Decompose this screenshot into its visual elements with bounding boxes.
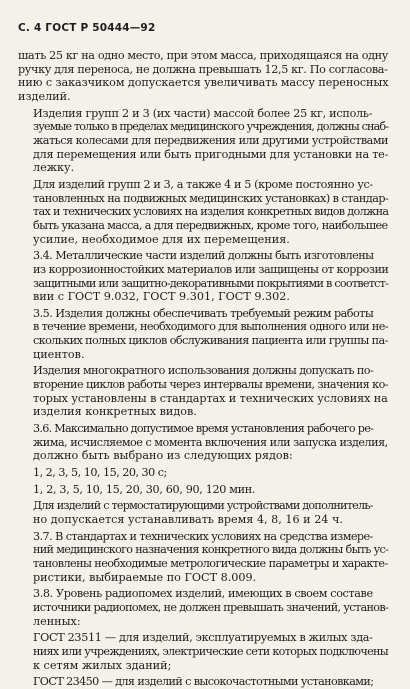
- text-line: тановленных на подвижных медицинских установках) в стандар-: [33, 191, 389, 205]
- text-line: быть указана масса, а для передвижных, кроме того, наибольшее: [33, 218, 388, 232]
- text-line: вторение циклов работы через интервалы времени, значения ко-: [33, 378, 388, 392]
- paragraph: [18, 422, 388, 463]
- text-line: 3.6. Максимально допустимое время установления рабочего ре-: [33, 422, 374, 436]
- text-line: в течение времени, необходимого для выполнения одного или не-: [33, 320, 388, 334]
- page-header: С. 4 ГОСТ Р 50444—92: [18, 22, 156, 34]
- text-line: Изделия групп 2 и 3 (их части) массой более 25 кг, исполь-: [33, 106, 373, 120]
- text-line: жаться колесами для передвижения или другими устройствами: [33, 133, 388, 147]
- text-line: ГОСТ 23450 — для изделий с высокочастотными установками;: [33, 675, 374, 689]
- text-line: торых установлены в стандартах и технических условиях на: [33, 391, 388, 405]
- text-line: нию с заказчиком допускается увеличивать массу переносных: [18, 76, 389, 90]
- text-line: ручку для переноса, не должна превышать 12,5 кг. По согласова-: [18, 62, 388, 76]
- text-line: тановлены необходимые метрологические параметры и характе-: [33, 556, 388, 570]
- paragraph: [18, 631, 388, 672]
- text-line: изделия конкретных видов.: [33, 405, 197, 419]
- document-body: [18, 49, 388, 689]
- text-line: но допускается устанавливать время 4, 8, 16 и 24 ч.: [33, 513, 343, 526]
- text-line: из коррозионностойких материалов или защищены от коррозии: [33, 262, 389, 276]
- text-line: Для изделий с термостатирующими устройствами дополнитель-: [33, 499, 373, 513]
- paragraph: [18, 530, 388, 585]
- paragraph: [18, 466, 388, 480]
- paragraph: [18, 107, 388, 175]
- paragraph: [18, 178, 388, 246]
- text-line: жима, исчисляемое с момента включения или запуска изделия,: [33, 435, 388, 449]
- text-line: ний медицинского назначения конкретного вида должны быть ус-: [33, 543, 389, 557]
- text-line: Для изделий групп 2 и 3, а также 4 и 5 (кроме постоянно ус-: [33, 177, 373, 191]
- text-line: циентов.: [33, 347, 85, 361]
- text-line: для перемещения или быть пригодными для установки на те-: [33, 147, 389, 161]
- text-line: ленных:: [33, 614, 81, 628]
- text-line: ристики, выбираемые по ГОСТ 8.009.: [33, 570, 257, 584]
- text-line: усилие, необходимое для их перемещения.: [33, 232, 290, 246]
- text-line: 1, 2, 3, 5, 10, 15, 20, 30 с;: [33, 466, 167, 480]
- paragraph: [18, 49, 388, 104]
- text-line: вии с ГОСТ 9.032, ГОСТ 9.301, ГОСТ 9.302.: [33, 290, 290, 304]
- paragraph: [18, 364, 388, 419]
- text-line: 1, 2, 3, 5, 10, 15, 20, 30, 60, 90, 120 мин.: [33, 482, 256, 496]
- text-line: защитными или защитно-декоративными покрытиями в соответст-: [33, 276, 389, 290]
- text-line: 3.7. В стандартах и технических условиях на средства измере-: [33, 529, 373, 543]
- text-line: 3.5. Изделия должны обеспечивать требуемый режим работы: [33, 306, 374, 320]
- paragraph: [18, 675, 388, 689]
- text-line: тах и технических условиях на изделия конкретных видов должна: [33, 205, 389, 219]
- text-line: к сетям жилых зданий;: [33, 658, 172, 672]
- text-line: 3.8. Уровень радиопомех изделий, имеющих в своем составе: [33, 587, 373, 601]
- text-line: скольких полных циклов обслуживания пациента или группы па-: [33, 334, 388, 348]
- text-line: источники радиопомех, не должен превышать значений, установ-: [33, 600, 389, 614]
- text-line: должно быть выбрано из следующих рядов:: [33, 449, 293, 463]
- text-line: лежку.: [33, 161, 75, 175]
- paragraph: [18, 307, 388, 362]
- text-line: зуемые только в пределах медицинского учреждения, должны снаб-: [33, 120, 389, 134]
- text-line: ГОСТ 23511 — для изделий, эксплуатируемых в жилых зда-: [33, 631, 373, 645]
- paragraph: [18, 499, 388, 526]
- paragraph: [18, 587, 388, 628]
- text-line: ниях или учреждениях, электрические сети которых подключены: [33, 644, 389, 658]
- text-line: 3.4. Металлические части изделий должны быть изготовлены: [33, 249, 374, 263]
- paragraph: [18, 483, 388, 497]
- text-line: шать 25 кг на одно место, при этом масса, приходящаяся на одну: [18, 49, 388, 62]
- text-line: Изделия многократного использования должны допускать по-: [33, 364, 374, 378]
- paragraph: [18, 249, 388, 304]
- text-line: изделий.: [18, 89, 71, 103]
